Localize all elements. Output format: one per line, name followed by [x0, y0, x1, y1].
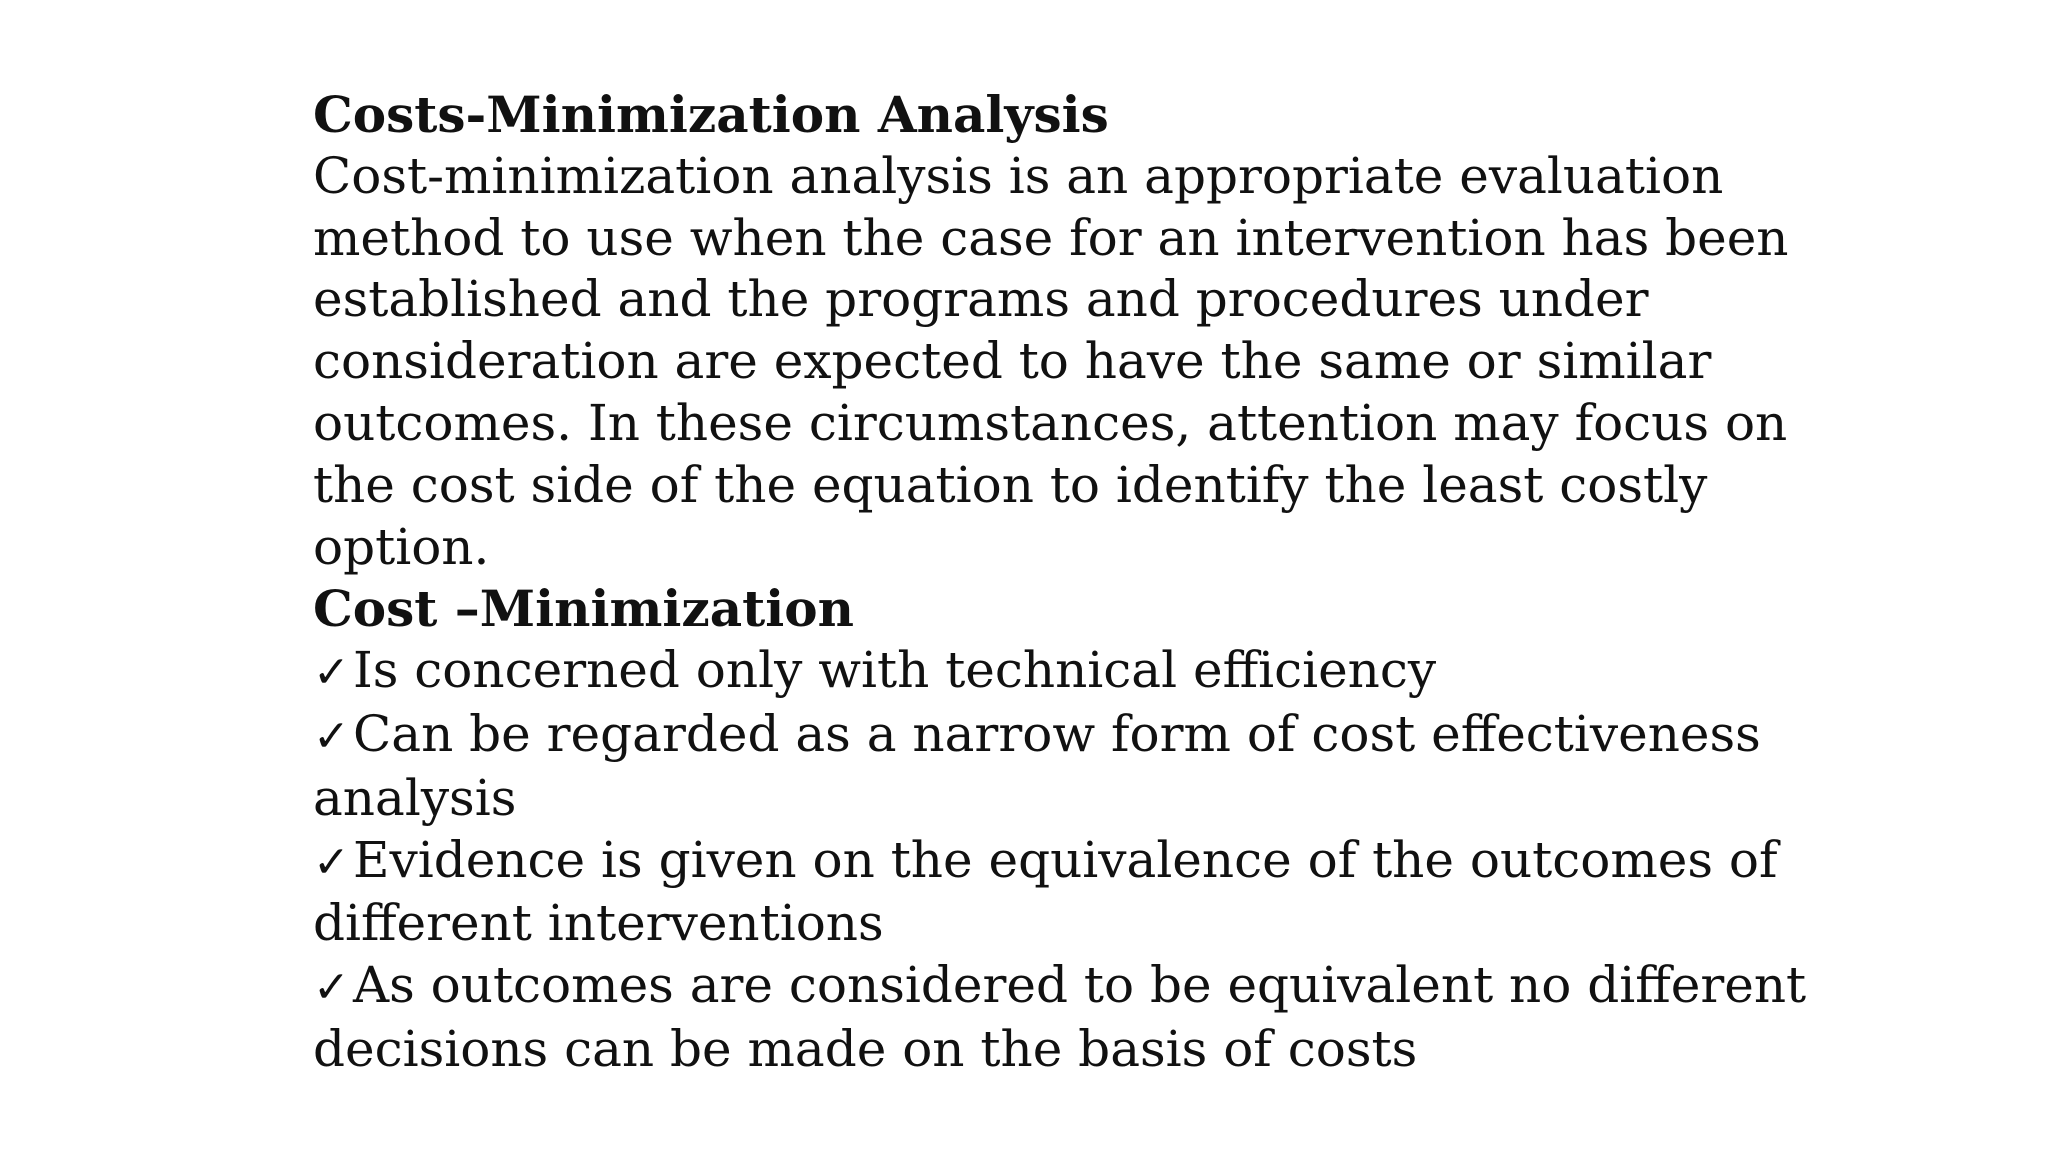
- checklist-item: [313, 640, 1813, 704]
- paragraph-line: Cost-minimization analysis is an appropriate evaluation: [313, 146, 1724, 205]
- checklist-item-text: Can be regarded as a narrow form of cost effectiveness: [353, 704, 1761, 763]
- checklist-item-text: As outcomes are considered to be equivalent no different: [353, 956, 1807, 1015]
- slide-text-block: [313, 84, 1813, 1081]
- checkmark-icon: ✓: [313, 962, 350, 1014]
- checklist-item: [313, 955, 1813, 1081]
- checklist-item-text: analysis: [313, 768, 517, 827]
- definition-paragraph: [313, 146, 1813, 579]
- section-heading-cost-minimization-analysis: Costs-Minimization Analysis: [313, 85, 1109, 144]
- checklist-item: [313, 830, 1813, 956]
- paragraph-line: the cost side of the equation to identify the least costly: [313, 455, 1708, 514]
- checklist-item-text: Evidence is given on the equivalence of the outcomes of: [353, 830, 1778, 889]
- paragraph-line: option.: [313, 517, 490, 576]
- checkmark-icon: ✓: [313, 836, 350, 888]
- checklist-item-text: decisions can be made on the basis of costs: [313, 1019, 1418, 1078]
- checklist-item-text: different interventions: [313, 894, 884, 953]
- checkmark-icon: ✓: [313, 647, 350, 699]
- checklist-item-text: Is concerned only with technical efficiency: [353, 641, 1437, 700]
- checklist-item: [313, 704, 1813, 830]
- checkmark-icon: ✓: [313, 710, 350, 762]
- paragraph-line: outcomes. In these circumstances, attention may focus on: [313, 393, 1788, 452]
- paragraph-line: method to use when the case for an intervention has been: [313, 208, 1789, 267]
- paragraph-line: consideration are expected to have the same or similar: [313, 332, 1712, 391]
- paragraph-line: established and the programs and procedures under: [313, 270, 1649, 329]
- section-heading-cost-minimization: Cost –Minimization: [313, 579, 854, 639]
